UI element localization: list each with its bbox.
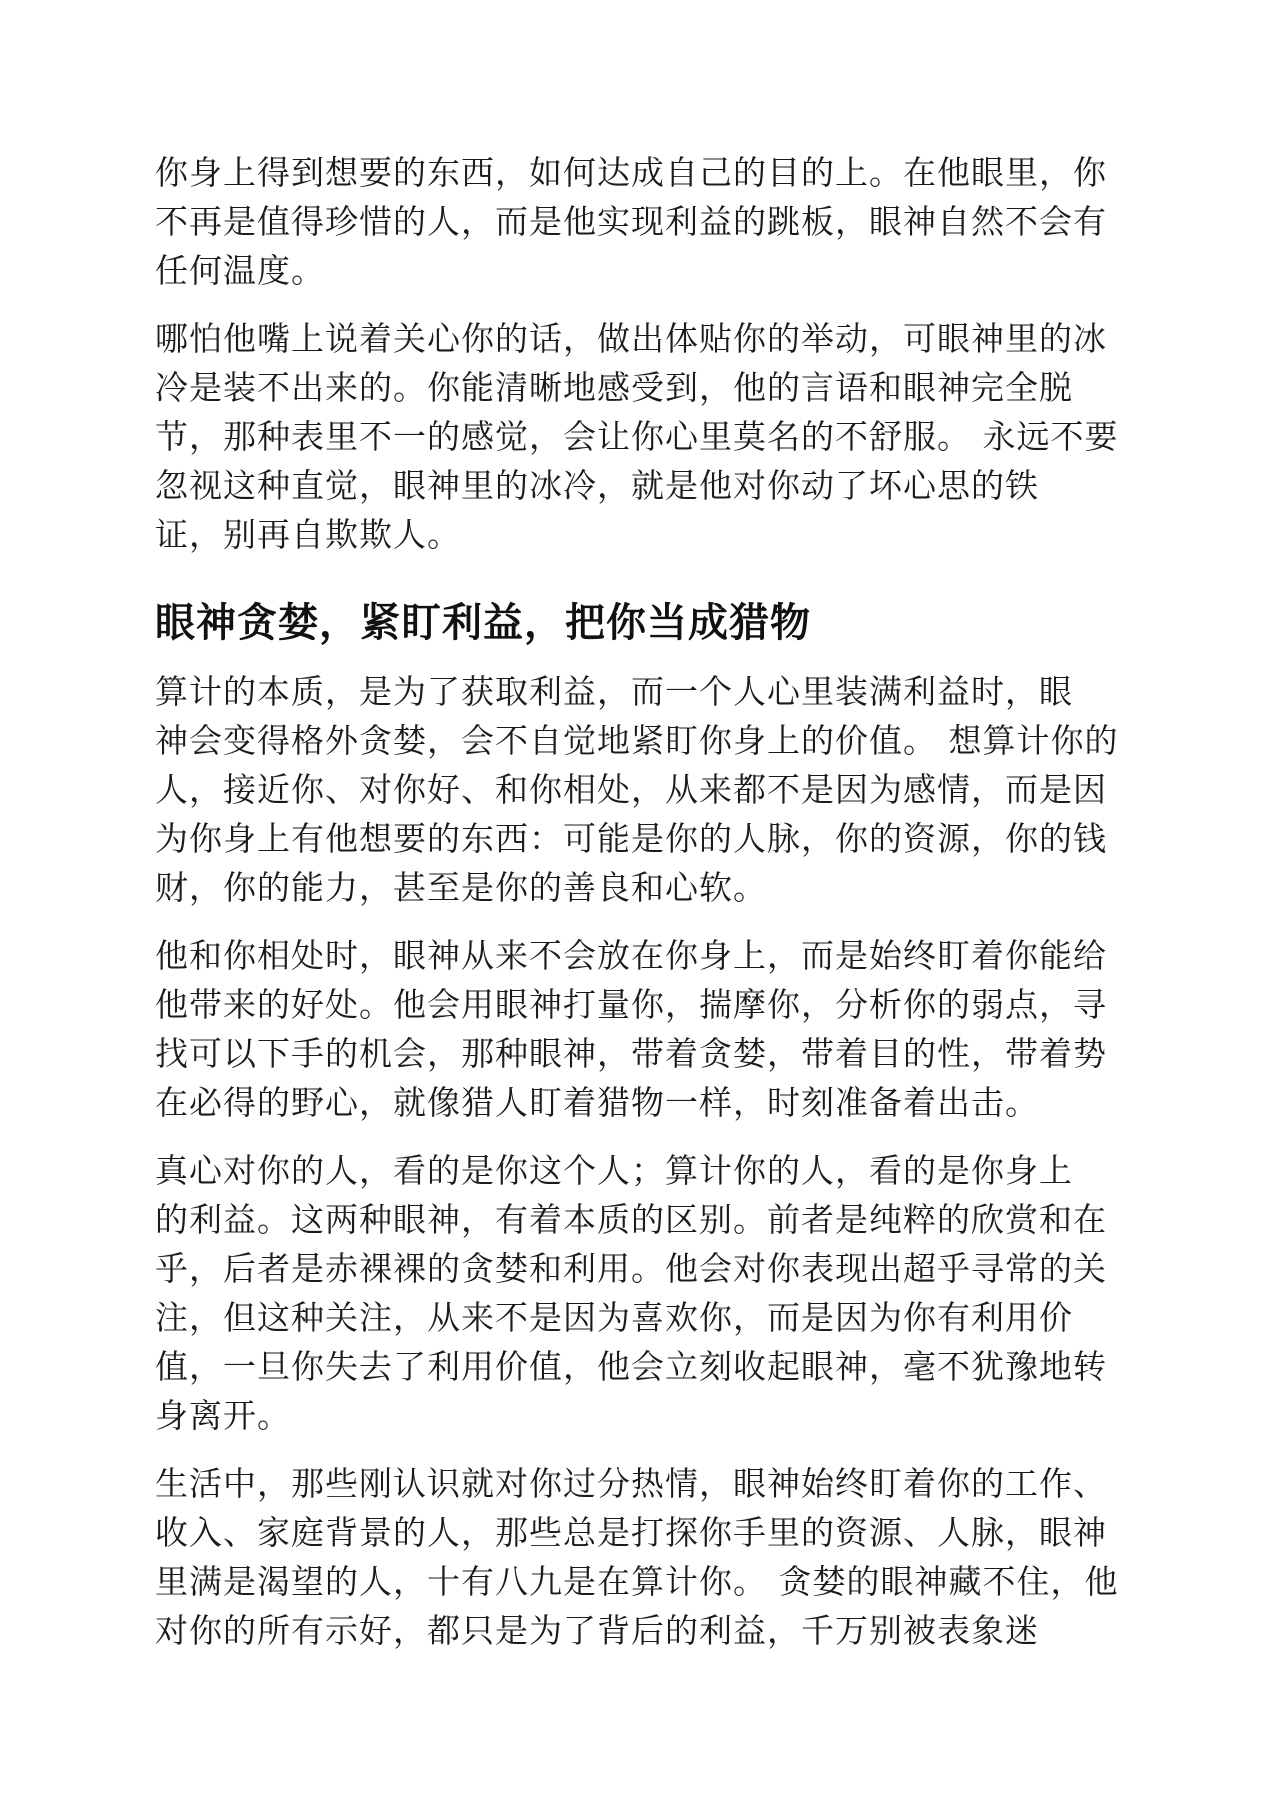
text-line: 冷是装不出来的。你能清晰地感受到，他的言语和眼神完全脱 [155,368,1073,407]
article-body [155,148,1119,1674]
paragraph [155,314,1119,559]
text-line: 注，但这种关注，从来不是因为喜欢你，而是因为你有利用价 [155,1298,1073,1337]
text-line: 找可以下手的机会，那种眼神，带着贪婪，带着目的性，带着势 [155,1034,1107,1073]
paragraph [155,1459,1119,1655]
text-line: 忽视这种直觉，眼神里的冰冷，就是他对你动了坏心思的铁 [155,466,1039,505]
text-line: 身离开。 [155,1396,291,1435]
paragraph [155,148,1115,295]
paragraph [155,931,1115,1127]
text-line: 生活中，那些刚认识就对你过分热情，眼神始终盯着你的工作、 [155,1464,1107,1503]
text-line: 他带来的好处。他会用眼神打量你，揣摩你，分析你的弱点，寻 [155,985,1107,1024]
text-line: 乎，后者是赤裸裸的贪婪和利用。他会对你表现出超乎寻常的关 [155,1249,1107,1288]
paragraph [155,1146,1115,1440]
text-line: 为你身上有他想要的东西：可能是你的人脉，你的资源，你的钱 [155,819,1107,858]
text-line: 你身上得到想要的东西，如何达成自己的目的上。在他眼里，你 [155,153,1107,192]
text-line: 对你的所有示好，都只是为了背后的利益，千万别被表象迷 [155,1611,1039,1650]
text-line: 里满是渴望的人，十有八九是在算计你。 贪婪的眼神藏不住，他 [155,1562,1119,1601]
text-line: 算计的本质，是为了获取利益，而一个人心里装满利益时，眼 [155,672,1073,711]
text-line: 任何温度。 [155,251,325,290]
text-line: 收入、家庭背景的人，那些总是打探你手里的资源、人脉，眼神 [155,1513,1107,1552]
text-line: 证，别再自欺欺人。 [155,515,461,554]
text-line: 他和你相处时，眼神从来不会放在你身上，而是始终盯着你能给 [155,936,1107,975]
text-line: 的利益。这两种眼神，有着本质的区别。前者是纯粹的欣赏和在 [155,1200,1107,1239]
text-line: 财，你的能力，甚至是你的善良和心软。 [155,868,767,907]
text-line: 哪怕他嘴上说着关心你的话，做出体贴你的举动，可眼神里的冰 [155,319,1107,358]
text-line: 节，那种表里不一的感觉，会让你心里莫名的不舒服。 永远不要 [155,417,1119,456]
text-line: 不再是值得珍惜的人，而是他实现利益的跳板，眼神自然不会有 [155,202,1107,241]
section-heading: 眼神贪婪，紧盯利益，把你当成猎物 [155,600,811,646]
text-line: 人，接近你、对你好、和你相处，从来都不是因为感情，而是因 [155,770,1107,809]
text-line: 值，一旦你失去了利用价值，他会立刻收起眼神，毫不犹豫地转 [155,1347,1107,1386]
paragraph [155,667,1119,912]
text-line: 神会变得格外贪婪，会不自觉地紧盯你身上的价值。 想算计你的 [155,721,1119,760]
text-line: 真心对你的人，看的是你这个人；算计你的人，看的是你身上 [155,1151,1073,1190]
text-line: 在必得的野心，就像猎人盯着猎物一样，时刻准备着出击。 [155,1083,1039,1122]
